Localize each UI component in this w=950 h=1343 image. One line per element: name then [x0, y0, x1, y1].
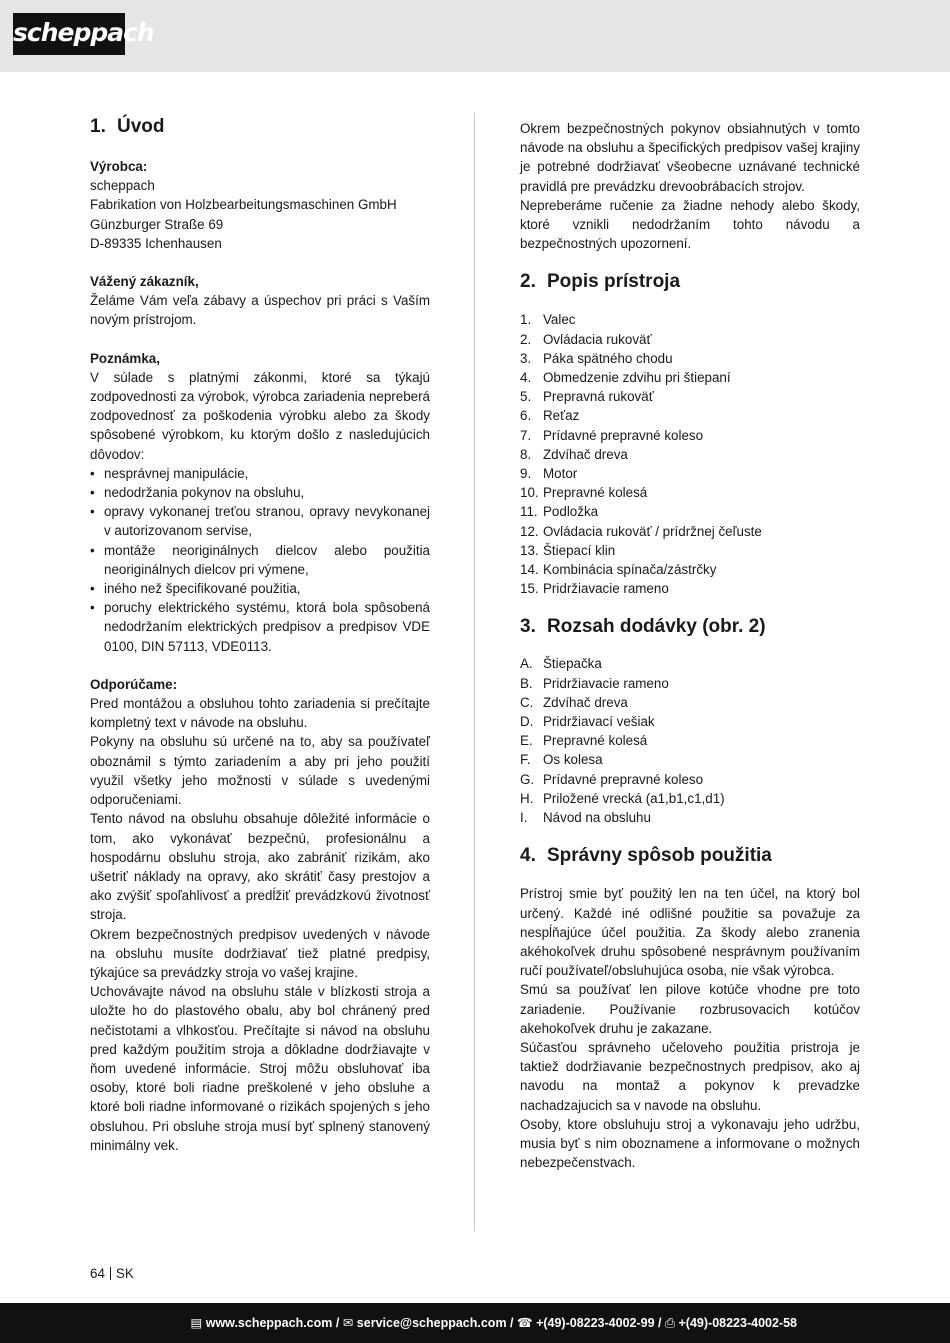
list-item: F. Os kolesa	[520, 752, 603, 768]
section-1-number: 1.	[90, 116, 106, 137]
scheppach-logo: scheppach	[13, 13, 125, 55]
list-item: H. Priložené vrecká (a1,b1,c1,d1)	[520, 790, 725, 806]
section-2-heading	[520, 269, 860, 295]
list-item: • montáže neoriginálnych dielcov alebo použitia neoriginálnych dielcov pri výmene,	[90, 542, 430, 577]
section-1-heading	[90, 114, 430, 140]
list-item: 12. Ovládacia rukoväť / prídržnej čeľuste	[520, 523, 762, 539]
contact-bar: ▤ www.scheppach.com / ✉ service@scheppach.com / ☎ +(49)-08223-4002-99 / ⎙ +(49)-08223-4002-58	[0, 1303, 950, 1343]
section-3-heading	[520, 614, 860, 640]
list-item: • iného než špecifikované použitia,	[90, 581, 301, 597]
manufacturer-line: Günzburger Straße 69	[90, 216, 224, 232]
section-4-number: 4.	[520, 845, 536, 867]
list-item: D. Pridržiavací vešiak	[520, 714, 655, 730]
list-item: • opravy vykonanej treťou stranou, opravy nevykonanej v autorizovanom servise,	[90, 504, 430, 539]
usage-paragraph: Prístroj smie byť použitý len na ten účel, na ktorý bol určený. Každé iné odlišné použitie sa považuje za nespĺňajúce účel použitia. Za škody alebo zranenia akéhokoľvek druhu spôsobené nesprávnym používaním ručí používateľ/obsluhujúca osoba, nie však výrobca.	[520, 886, 860, 979]
delivery-list	[520, 654, 860, 827]
list-item: B. Pridržiavacie rameno	[520, 675, 669, 691]
fax-number: +(49)-08223-4002-58	[678, 1316, 797, 1330]
list-item: 9. Motor	[520, 466, 578, 482]
recommend-paragraph: Okrem bezpečnostných predpisov uvedených v návode na obsluhu musíte dodržiavať tiež platné predpisy, týkajúce sa prevádzky stroja vo vašej krajine.	[90, 926, 430, 980]
section-3-number: 3.	[520, 616, 536, 638]
note-bullet-list	[90, 464, 430, 656]
list-item: • nedodržania pokynov na obsluhu,	[90, 485, 305, 501]
section-4-heading	[520, 843, 860, 869]
recommend-paragraph: Uchovávajte návod na obsluhu stále v blízkosti stroja a uložte ho do plastového obalu, aby bol chránený pred nečistotami a vlhkosťou. Prečítajte si návod na obsluhu pred každým použitím stroja a dôkladne dodržiavajte v ňom uvedené informácie. Stroj môžu obsluhovať iba osoby, ktoré boli riadne preškolené v jeho obsluhe a ktoré boli riadne informované o rizikách spojených s jeho obsluhou. Pri obsluhe stroja musí byť splnený stanovený minimálny vek.	[90, 984, 430, 1153]
page-header	[0, 0, 950, 72]
recommend-paragraph: Pred montážou a obsluhou tohto zariadenia si prečítajte kompletný text v návode na obsluhu.	[90, 696, 430, 731]
phone-icon: ☎	[517, 1316, 533, 1330]
list-item: • poruchy elektrického systému, ktorá bola spôsobená nedodržaním elektrických predpisov a predpisov VDE 0100, DIN 57113, VDE0113.	[90, 600, 430, 654]
mail-icon: ✉	[342, 1316, 354, 1330]
fax-icon: ⎙	[665, 1316, 676, 1330]
recommend-paragraph: Tento návod na obsluhu obsahuje dôležité informácie o tom, ako vykonávať bezpečnú, profesionálnu a hospodárnu obsluhu stroja, ako zabrániť rizikám, ako ušetriť náklady na opravy, ako skrátiť časy prestojov a ako zvýšiť spoľahlivosť a predĺžiť prevádzkovú životnosť stroja.	[90, 811, 430, 923]
manufacturer-line: scheppach	[90, 178, 155, 194]
manufacturer-label: Výrobca:	[90, 159, 148, 174]
page-footer	[90, 1264, 134, 1283]
list-item: 11. Podložka	[520, 504, 599, 520]
list-item: 2. Ovládacia rukoväť	[520, 331, 652, 347]
recommend-paragraph: Pokyny na obsluhu sú určené na to, aby sa používateľ oboznámil s týmto zariadením a aby pri jeho použití využil všetky jeho možnosti v súlade s uvedenými odporučeniami.	[90, 734, 430, 808]
list-item: 1. Valec	[520, 312, 576, 328]
list-item: G. Prídavné prepravné koleso	[520, 771, 704, 787]
phone-number: +(49)-08223-4002-99	[536, 1316, 655, 1330]
list-item: 7. Prídavné prepravné koleso	[520, 427, 704, 443]
list-item: 15. Pridržiavacie rameno	[520, 581, 669, 597]
right-column	[520, 119, 860, 1172]
list-item: 8. Zdvíhač dreva	[520, 446, 628, 462]
column-divider	[474, 113, 475, 1231]
section-4-title: Správny spôsob použitia	[547, 845, 772, 867]
section-2-number: 2.	[520, 271, 536, 293]
list-item: • nesprávnej manipulácie,	[90, 465, 249, 481]
section-1-title: Úvod	[117, 116, 165, 137]
list-item: 4. Obmedzenie zdvihu pri štiepaní	[520, 370, 731, 386]
list-item: 10. Prepravné kolesá	[520, 485, 648, 501]
dear-customer-text: Želáme Vám veľa zábavy a úspechov pri práci s Vaším novým prístrojom.	[90, 293, 430, 328]
email-link[interactable]: service@scheppach.com	[356, 1316, 507, 1330]
dear-customer-label: Vážený zákazník,	[90, 274, 199, 290]
list-item: 6. Reťaz	[520, 408, 580, 424]
recommend-label: Odporúčame:	[90, 676, 178, 692]
computer-icon: ▤	[190, 1316, 203, 1330]
website-link[interactable]: www.scheppach.com	[205, 1316, 333, 1330]
section-3-title: Rozsah dodávky (obr. 2)	[547, 616, 766, 638]
usage-paragraph: Smú sa používať len pilove kotúče vhodne pre toto zariadenie. Používanie rozbrusovacich kotúčov akehokoľvek druhu je zakazane.	[520, 982, 860, 1036]
usage-paragraph: Osoby, ktore obsluhuju stroj a vykonavaju jeho udržbu, musia byť s nim oboznamene a informovane o možnych nebezpečenstvach.	[520, 1116, 860, 1171]
parts-list	[520, 310, 860, 598]
list-item: A. Štiepačka	[520, 656, 602, 672]
list-item: I. Návod na obsluhu	[520, 810, 651, 826]
list-item: 13. Štiepací klin	[520, 542, 616, 558]
page-number: 64	[90, 1266, 105, 1281]
note-label: Poznámka,	[90, 350, 160, 366]
note-text: V súlade s platnými zákonmi, ktoré sa týkajú zodpovednosti za výrobok, výrobca zariadenia nepreberá zodpovednosť za poškodenia výrobku alebo za škody spôsobené výrobkom, ku ktorým došlo z nasledujúcich dôvodov:	[90, 369, 430, 462]
list-item: 5. Prepravná rukoväť	[520, 389, 654, 405]
section-2-title: Popis prístroja	[547, 271, 681, 293]
manufacturer-line: Fabrikation von Holzbearbeitungsmaschinen GmbH	[90, 197, 397, 213]
manufacturer-line: D-89335 Ichenhausen	[90, 235, 222, 251]
list-item: 3. Páka spätného chodu	[520, 350, 673, 366]
left-column	[90, 114, 430, 1155]
intro-paragraph: Okrem bezpečnostných pokynov obsiahnutých v tomto návode na obsluhu a špecifických predpisov vašej krajiny je potrebné dodržiavať všeobecne uznávané technické pravidlá pre prevádzku drevoobrábacích strojov.	[520, 121, 860, 194]
usage-paragraph: Súčasťou správneho učeloveho použitia pristroja je taktiež dodržiavanie bezpečnostnych predpisov, ako aj navodu na montaž a pokynov k prevadzke nachadzajucich sa v navode na obsluhu.	[520, 1039, 860, 1113]
intro-paragraph: Nepreberáme ručenie za žiadne nehody alebo škody, ktoré vznikli nedodržaním tohto návodu a bezpečnostných upozornení.	[520, 197, 860, 252]
list-item: 14. Kombinácia spínača/zástrčky	[520, 562, 717, 578]
language-code: SK	[115, 1266, 134, 1281]
list-item: C. Zdvíhač dreva	[520, 694, 628, 710]
list-item: E. Prepravné kolesá	[520, 733, 648, 749]
